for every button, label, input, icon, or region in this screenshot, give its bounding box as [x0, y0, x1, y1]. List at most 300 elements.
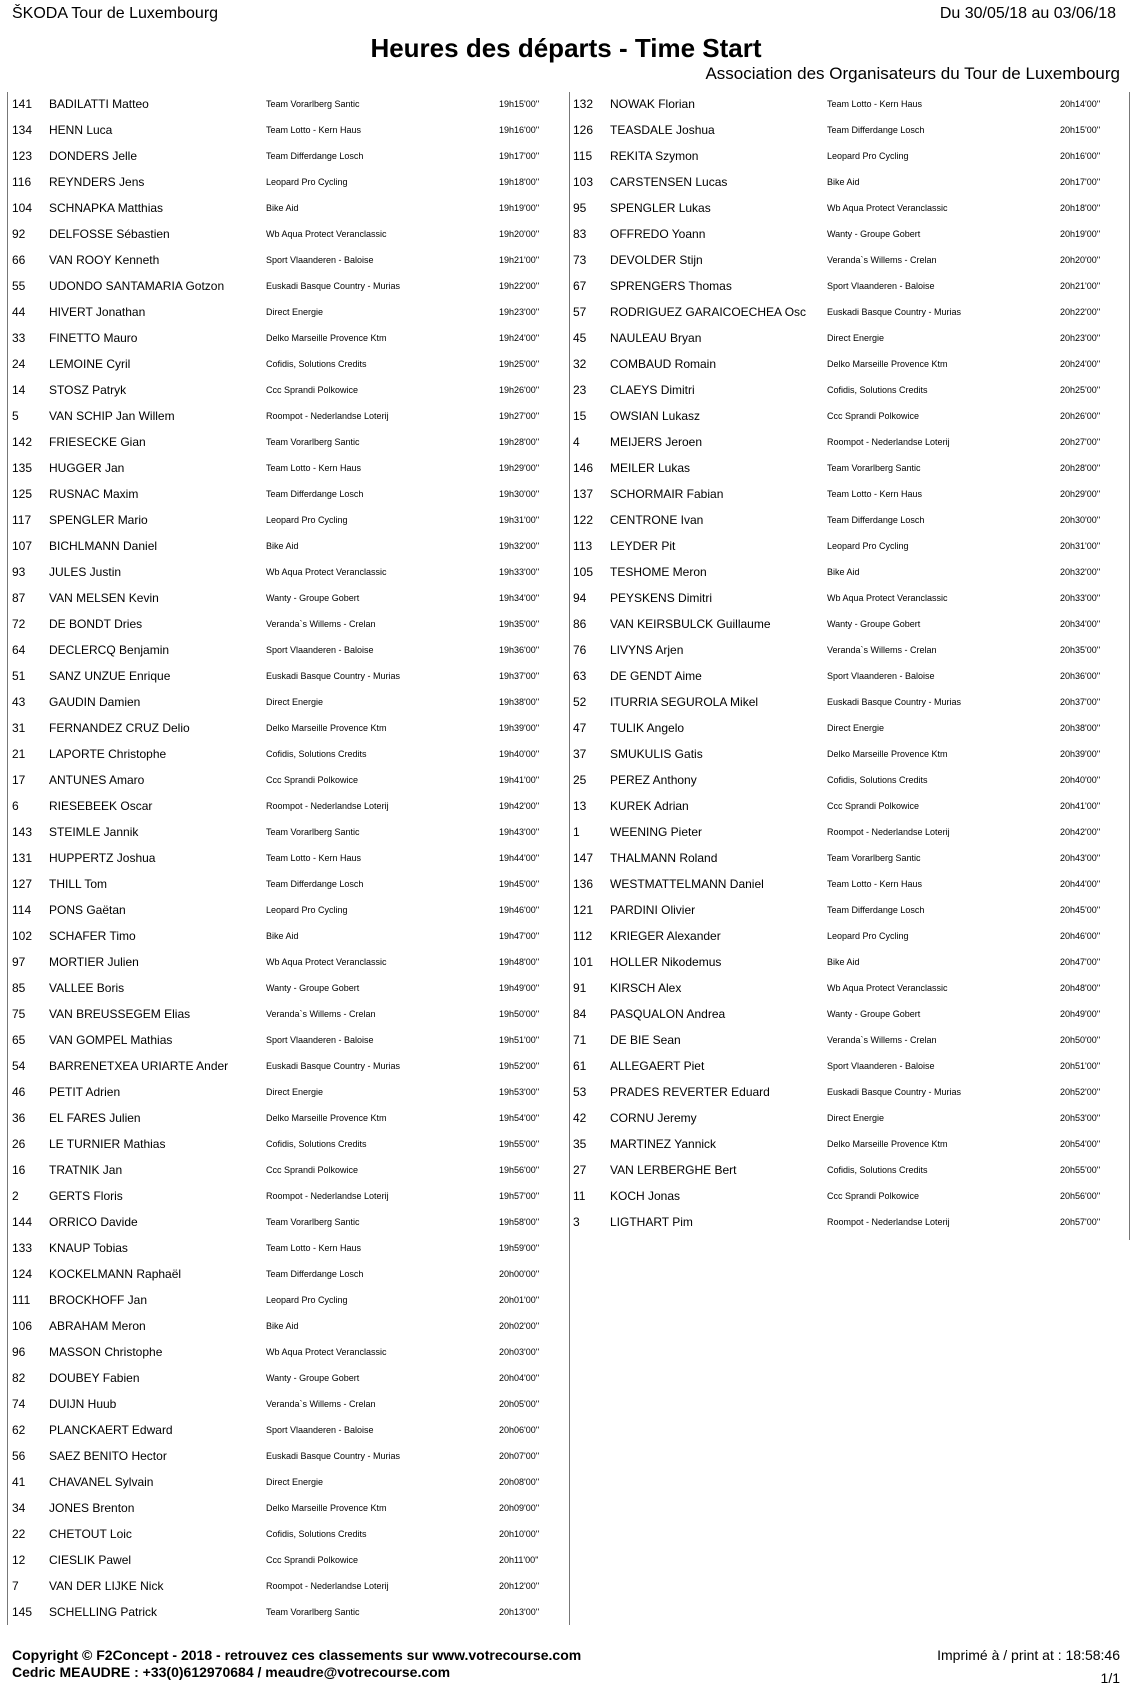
rider-row [569, 1054, 1129, 1080]
start-time: 20h00'00'' [499, 1269, 540, 1279]
start-time: 20h29'00'' [1060, 489, 1101, 499]
rider-number: 46 [12, 1085, 26, 1099]
start-time: 19h22'00'' [499, 281, 540, 291]
rider-team: Ccc Sprandi Polkowice [827, 801, 920, 811]
start-time: 19h51'00'' [499, 1035, 540, 1045]
start-time: 20h43'00'' [1060, 853, 1101, 863]
rider-team: Cofidis, Solutions Credits [266, 749, 367, 759]
rider-team: Cofidis, Solutions Credits [827, 385, 928, 395]
rider-number: 23 [573, 383, 587, 397]
rider-number: 136 [573, 877, 594, 891]
rider-team: Ccc Sprandi Polkowice [827, 1191, 920, 1201]
rider-team: Roompot - Nederlandse Loterij [827, 1217, 950, 1227]
start-time: 19h50'00'' [499, 1009, 540, 1019]
rider-team: Wanty - Groupe Gobert [827, 229, 921, 239]
rider-team: Veranda`s Willems - Crelan [827, 255, 937, 265]
rider-row [8, 1392, 569, 1418]
start-time: 20h41'00'' [1060, 801, 1101, 811]
rider-name: VAN KEIRSBULCK Guillaume [610, 617, 771, 631]
start-time: 20h46'00'' [1060, 931, 1101, 941]
start-time: 20h13'00'' [499, 1607, 540, 1617]
rider-number: 115 [573, 149, 593, 163]
start-time: 19h30'00'' [499, 489, 540, 499]
rider-name: KOCKELMANN Raphaël [49, 1267, 182, 1281]
rider-row [8, 1210, 569, 1236]
rider-team: Leopard Pro Cycling [266, 515, 348, 525]
rider-team: Cofidis, Solutions Credits [266, 1139, 367, 1149]
start-time: 20h54'00'' [1060, 1139, 1101, 1149]
start-time: 20h11'00'' [499, 1555, 539, 1565]
rider-team: Roompot - Nederlandse Loterij [266, 1191, 389, 1201]
rider-team: Team Lotto - Kern Haus [266, 1243, 362, 1253]
rider-name: THILL Tom [49, 877, 108, 891]
rider-team: Delko Marseille Provence Ktm [266, 1113, 387, 1123]
rider-name: UDONDO SANTAMARIA Gotzon [49, 279, 225, 293]
rider-row [8, 1002, 569, 1028]
rider-number: 83 [573, 227, 587, 241]
rider-team: Bike Aid [266, 541, 299, 551]
rider-row [569, 404, 1129, 430]
organizer: Association des Organisateurs du Tour de Luxembourg [705, 64, 1120, 83]
rider-number: 71 [573, 1033, 587, 1047]
start-time: 20h27'00'' [1060, 437, 1101, 447]
rider-name: LEMOINE Cyril [49, 357, 131, 371]
start-time: 20h49'00'' [1060, 1009, 1101, 1019]
start-time: 19h45'00'' [499, 879, 540, 889]
rider-row [8, 456, 569, 482]
rider-row [8, 1262, 569, 1288]
rider-number: 85 [12, 981, 26, 995]
start-time: 20h04'00'' [499, 1373, 540, 1383]
rider-name: LEYDER Pit [610, 539, 676, 553]
rider-number: 76 [573, 643, 587, 657]
rider-number: 112 [573, 929, 593, 943]
rider-number: 67 [573, 279, 587, 293]
rider-name: LE TURNIER Mathias [49, 1137, 166, 1151]
rider-row [8, 170, 569, 196]
start-time: 20h55'00'' [1060, 1165, 1101, 1175]
start-time: 20h52'00'' [1060, 1087, 1101, 1097]
rider-name: COMBAUD Romain [610, 357, 717, 371]
rider-row [8, 144, 569, 170]
rider-name: VAN LERBERGHE Bert [610, 1163, 737, 1177]
rider-name: LIGTHART Pim [610, 1215, 693, 1229]
rider-row [8, 534, 569, 560]
rider-team: Euskadi Basque Country - Murias [827, 1087, 962, 1097]
rider-row [8, 1054, 569, 1080]
rider-row [569, 612, 1129, 638]
rider-team: Team Lotto - Kern Haus [827, 879, 923, 889]
rider-name: MASSON Christophe [49, 1345, 163, 1359]
rider-name: FINETTO Mauro [49, 331, 138, 345]
rider-number: 82 [12, 1371, 26, 1385]
start-time: 20h20'00'' [1060, 255, 1101, 265]
rider-name: VAN GOMPEL Mathias [49, 1033, 173, 1047]
rider-name: NOWAK Florian [610, 97, 695, 111]
rider-name: OWSIAN Lukasz [610, 409, 701, 423]
rider-number: 102 [12, 929, 33, 943]
rider-row [569, 248, 1129, 274]
rider-name: BARRENETXEA URIARTE Ander [49, 1059, 229, 1073]
rider-name: DE BONDT Dries [49, 617, 143, 631]
rider-name: GERTS Floris [49, 1189, 123, 1203]
rider-row [8, 1600, 569, 1626]
rider-number: 135 [12, 461, 33, 475]
rider-number: 34 [12, 1501, 26, 1515]
start-time: 19h31'00'' [499, 515, 540, 525]
rider-name: ALLEGAERT Piet [610, 1059, 705, 1073]
start-time: 19h54'00'' [499, 1113, 540, 1123]
rider-team: Veranda`s Willems - Crelan [827, 645, 937, 655]
rider-number: 137 [573, 487, 594, 501]
rider-row [8, 768, 569, 794]
rider-number: 15 [573, 409, 587, 423]
rider-number: 57 [573, 305, 587, 319]
rider-row [8, 924, 569, 950]
rider-row [8, 404, 569, 430]
rider-number: 7 [12, 1579, 19, 1593]
rider-number: 95 [573, 201, 587, 215]
rider-team: Sport Vlaanderen - Baloise [827, 281, 935, 291]
rider-team: Sport Vlaanderen - Baloise [827, 1061, 935, 1071]
start-time: 19h23'00'' [499, 307, 540, 317]
rider-number: 25 [573, 773, 587, 787]
start-time: 20h19'00'' [1060, 229, 1101, 239]
rider-row [8, 1548, 569, 1574]
rider-team: Direct Energie [266, 307, 324, 317]
rider-name: REYNDERS Jens [49, 175, 145, 189]
rider-row [569, 898, 1129, 924]
rider-row [569, 326, 1129, 352]
rider-row [569, 222, 1129, 248]
rider-row [569, 1106, 1129, 1132]
rider-number: 12 [12, 1553, 26, 1567]
rider-row [569, 456, 1129, 482]
rider-row [8, 430, 569, 456]
rider-name: KIRSCH Alex [610, 981, 682, 995]
rider-number: 66 [12, 253, 26, 267]
rider-name: MEILER Lukas [610, 461, 691, 475]
rider-team: Team Differdange Losch [827, 905, 925, 915]
rider-team: Team Lotto - Kern Haus [266, 125, 362, 135]
rider-team: Cofidis, Solutions Credits [266, 1529, 367, 1539]
rider-row [8, 1132, 569, 1158]
rider-name: NAULEAU Bryan [610, 331, 702, 345]
rider-number: 13 [573, 799, 587, 813]
rider-row [8, 1444, 569, 1470]
rider-number: 41 [12, 1475, 26, 1489]
rider-number: 24 [12, 357, 26, 371]
rider-team: Euskadi Basque Country - Murias [827, 307, 962, 317]
rider-team: Euskadi Basque Country - Murias [827, 697, 962, 707]
rider-number: 16 [12, 1163, 26, 1177]
start-time: 20h15'00'' [1060, 125, 1101, 135]
rider-row [569, 1210, 1129, 1236]
rider-number: 146 [573, 461, 594, 475]
start-time: 20h06'00'' [499, 1425, 540, 1435]
rider-row [8, 1028, 569, 1054]
rider-number: 33 [12, 331, 26, 345]
rider-name: CHAVANEL Sylvain [49, 1475, 154, 1489]
start-time: 19h38'00'' [499, 697, 540, 707]
rider-row [569, 1080, 1129, 1106]
start-time: 19h16'00'' [499, 125, 540, 135]
start-time: 20h16'00'' [1060, 151, 1101, 161]
rider-team: Delko Marseille Provence Ktm [266, 723, 387, 733]
start-time: 20h42'00'' [1060, 827, 1101, 837]
rider-team: Euskadi Basque Country - Murias [266, 671, 401, 681]
event-dates: Du 30/05/18 au 03/06/18 [939, 5, 1116, 22]
rider-team: Delko Marseille Provence Ktm [266, 1503, 387, 1513]
print-time: Imprimé à / print at : 18:58:46 [937, 1647, 1120, 1663]
start-time: 19h24'00'' [499, 333, 540, 343]
rider-name: MARTINEZ Yannick [610, 1137, 717, 1151]
rider-team: Team Lotto - Kern Haus [827, 99, 923, 109]
rider-row [569, 794, 1129, 820]
start-time: 19h39'00'' [499, 723, 540, 733]
rider-number: 44 [12, 305, 26, 319]
rider-number: 56 [12, 1449, 26, 1463]
rider-number: 107 [12, 539, 33, 553]
rider-number: 6 [12, 799, 19, 813]
start-time: 20h12'00'' [499, 1581, 540, 1591]
rider-team: Sport Vlaanderen - Baloise [266, 1425, 374, 1435]
rider-team: Veranda`s Willems - Crelan [266, 1009, 376, 1019]
rider-team: Team Differdange Losch [266, 1269, 364, 1279]
rider-row [569, 1028, 1129, 1054]
rider-team: Cofidis, Solutions Credits [827, 1165, 928, 1175]
rider-team: Wanty - Groupe Gobert [266, 1373, 360, 1383]
rider-row [8, 222, 569, 248]
rider-number: 123 [12, 149, 33, 163]
rider-team: Veranda`s Willems - Crelan [266, 619, 376, 629]
rider-team: Wanty - Groupe Gobert [827, 1009, 921, 1019]
rider-name: CLAEYS Dimitri [610, 383, 695, 397]
rider-team: Roompot - Nederlandse Loterij [827, 437, 950, 447]
rider-number: 106 [12, 1319, 33, 1333]
start-time: 20h25'00'' [1060, 385, 1101, 395]
copyright-line: Copyright © F2Concept - 2018 - retrouvez ces classements sur www.votrecourse.com [12, 1647, 582, 1663]
start-time: 20h08'00'' [499, 1477, 540, 1487]
rider-name: EL FARES Julien [49, 1111, 141, 1125]
rider-row [569, 638, 1129, 664]
start-time: 20h07'00'' [499, 1451, 540, 1461]
start-time: 19h40'00'' [499, 749, 540, 759]
rider-row [8, 560, 569, 586]
rider-number: 94 [573, 591, 587, 605]
rider-team: Leopard Pro Cycling [266, 905, 348, 915]
rider-row [8, 690, 569, 716]
rider-name: STEIMLE Jannik [49, 825, 139, 839]
rider-team: Veranda`s Willems - Crelan [827, 1035, 937, 1045]
rider-number: 72 [12, 617, 26, 631]
rider-name: TESHOME Meron [610, 565, 707, 579]
start-time: 20h21'00'' [1060, 281, 1101, 291]
rider-team: Delko Marseille Provence Ktm [827, 359, 948, 369]
rider-name: CHETOUT Loic [49, 1527, 132, 1541]
start-time: 20h30'00'' [1060, 515, 1101, 525]
rider-team: Wb Aqua Protect Veranclassic [827, 203, 948, 213]
rider-team: Bike Aid [827, 957, 860, 967]
rider-row [8, 872, 569, 898]
rider-name: ABRAHAM Meron [49, 1319, 146, 1333]
rider-row [8, 118, 569, 144]
rider-team: Wb Aqua Protect Veranclassic [266, 957, 387, 967]
rider-name: REKITA Szymon [610, 149, 699, 163]
start-time: 19h42'00'' [499, 801, 540, 811]
start-time: 19h34'00'' [499, 593, 540, 603]
rider-row [8, 1418, 569, 1444]
rider-team: Team Differdange Losch [266, 151, 364, 161]
rider-team: Sport Vlaanderen - Baloise [266, 645, 374, 655]
rider-row [8, 482, 569, 508]
rider-number: 132 [573, 97, 594, 111]
rider-number: 5 [12, 409, 19, 423]
start-time: 20h37'00'' [1060, 697, 1101, 707]
start-time: 20h44'00'' [1060, 879, 1101, 889]
rider-number: 91 [573, 981, 587, 995]
rider-row [569, 846, 1129, 872]
rider-row [8, 1236, 569, 1262]
rider-row [569, 716, 1129, 742]
rider-number: 63 [573, 669, 587, 683]
start-time: 20h53'00'' [1060, 1113, 1101, 1123]
rider-name: CENTRONE Ivan [610, 513, 704, 527]
rider-row [8, 976, 569, 1002]
rider-team: Roompot - Nederlandse Loterij [266, 1581, 389, 1591]
page-title: Heures des départs - Time Start [370, 33, 762, 63]
rider-name: OFFREDO Yoann [610, 227, 706, 241]
rider-name: WEENING Pieter [610, 825, 703, 839]
rider-team: Team Vorarlberg Santic [266, 827, 360, 837]
rider-name: SPENGLER Mario [49, 513, 148, 527]
rider-name: KRIEGER Alexander [610, 929, 721, 943]
rider-number: 36 [12, 1111, 26, 1125]
start-list-left-column [7, 92, 570, 1625]
rider-number: 54 [12, 1059, 26, 1073]
rider-number: 133 [12, 1241, 33, 1255]
rider-name: PLANCKAERT Edward [49, 1423, 173, 1437]
rider-team: Leopard Pro Cycling [266, 1295, 348, 1305]
rider-name: VAN BREUSSEGEM Elias [49, 1007, 191, 1021]
start-time: 20h22'00'' [1060, 307, 1101, 317]
rider-number: 87 [12, 591, 26, 605]
rider-number: 64 [12, 643, 26, 657]
rider-row [569, 508, 1129, 534]
rider-name: TEASDALE Joshua [610, 123, 715, 137]
rider-number: 27 [573, 1163, 587, 1177]
rider-row [569, 586, 1129, 612]
rider-team: Wb Aqua Protect Veranclassic [266, 1347, 387, 1357]
rider-name: SPENGLER Lukas [610, 201, 711, 215]
rider-name: JONES Brenton [49, 1501, 135, 1515]
rider-row [8, 716, 569, 742]
start-time: 19h28'00'' [499, 437, 540, 447]
rider-number: 114 [12, 903, 32, 917]
start-time: 20h45'00'' [1060, 905, 1101, 915]
rider-name: HIVERT Jonathan [49, 305, 146, 319]
rider-team: Wb Aqua Protect Veranclassic [266, 567, 387, 577]
rider-name: LAPORTE Christophe [49, 747, 167, 761]
rider-name: PETIT Adrien [49, 1085, 121, 1099]
rider-team: Cofidis, Solutions Credits [827, 775, 928, 785]
start-time: 19h53'00'' [499, 1087, 540, 1097]
rider-team: Delko Marseille Provence Ktm [827, 749, 948, 759]
rider-number: 3 [573, 1215, 580, 1229]
rider-name: SCHELLING Patrick [49, 1605, 158, 1619]
rider-number: 96 [12, 1345, 26, 1359]
rider-row [8, 1340, 569, 1366]
rider-number: 111 [12, 1293, 31, 1307]
rider-name: HUPPERTZ Joshua [49, 851, 156, 865]
event-name: ŠKODA Tour de Luxembourg [12, 5, 219, 22]
rider-name: HENN Luca [49, 123, 113, 137]
start-time: 20h33'00'' [1060, 593, 1101, 603]
rider-name: WESTMATTELMANN Daniel [610, 877, 764, 891]
rider-row [569, 924, 1129, 950]
start-time: 20h32'00'' [1060, 567, 1101, 577]
rider-name: DOUBEY Fabien [49, 1371, 140, 1385]
rider-row [569, 482, 1129, 508]
rider-team: Ccc Sprandi Polkowice [266, 775, 359, 785]
rider-row [8, 586, 569, 612]
rider-team: Leopard Pro Cycling [827, 151, 909, 161]
start-time: 19h27'00'' [499, 411, 540, 421]
rider-name: VALLEE Boris [49, 981, 125, 995]
rider-team: Team Lotto - Kern Haus [827, 489, 923, 499]
rider-team: Sport Vlaanderen - Baloise [266, 1035, 374, 1045]
rider-row [8, 1158, 569, 1184]
rider-number: 62 [12, 1423, 26, 1437]
rider-name: MEIJERS Jeroen [610, 435, 703, 449]
rider-team: Delko Marseille Provence Ktm [266, 333, 387, 343]
rider-name: GAUDIN Damien [49, 695, 141, 709]
rider-team: Wanty - Groupe Gobert [827, 619, 921, 629]
start-time: 19h41'00'' [499, 775, 540, 785]
start-list-right-column [569, 92, 1130, 1240]
rider-name: SMUKULIS Gatis [610, 747, 703, 761]
rider-row [569, 118, 1129, 144]
rider-team: Roompot - Nederlandse Loterij [266, 801, 389, 811]
rider-team: Veranda`s Willems - Crelan [266, 1399, 376, 1409]
rider-number: 32 [573, 357, 587, 371]
start-time: 20h26'00'' [1060, 411, 1101, 421]
rider-team: Leopard Pro Cycling [266, 177, 348, 187]
rider-number: 104 [12, 201, 33, 215]
rider-name: PONS Gaëtan [49, 903, 126, 917]
rider-row [8, 820, 569, 846]
rider-name: HOLLER Nikodemus [610, 955, 722, 969]
rider-team: Roompot - Nederlandse Loterij [266, 411, 389, 421]
rider-row [569, 976, 1129, 1002]
rider-name: PARDINI Olivier [610, 903, 696, 917]
rider-number: 55 [12, 279, 26, 293]
rider-row [569, 950, 1129, 976]
start-time: 19h58'00'' [499, 1217, 540, 1227]
rider-row [8, 638, 569, 664]
rider-name: SCHNAPKA Matthias [49, 201, 164, 215]
rider-name: VAN MELSEN Kevin [49, 591, 159, 605]
start-time: 20h09'00'' [499, 1503, 540, 1513]
rider-team: Wanty - Groupe Gobert [266, 983, 360, 993]
rider-row [569, 820, 1129, 846]
rider-team: Ccc Sprandi Polkowice [266, 1165, 359, 1175]
rider-name: SAEZ BENITO Hector [49, 1449, 167, 1463]
rider-number: 35 [573, 1137, 587, 1151]
rider-team: Team Differdange Losch [266, 489, 364, 499]
rider-number: 127 [12, 877, 33, 891]
rider-row [8, 1314, 569, 1340]
